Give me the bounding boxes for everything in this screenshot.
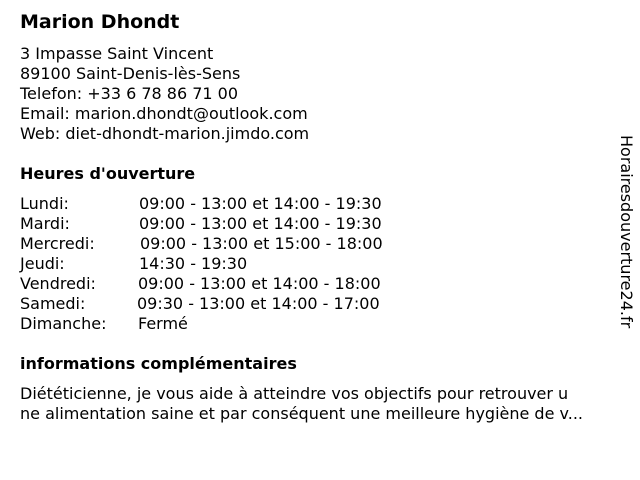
additional-info-heading: informations complémentaires [20,354,297,373]
site-watermark: Horairesdouverture24.fr [617,135,636,329]
day-hours: 09:00 - 13:00 et 14:00 - 18:00 [138,274,381,293]
address-city: 89100 Saint-Denis-lès-Sens [20,64,241,83]
day-label: Lundi: [20,194,69,213]
day-label: Mardi: [20,214,70,233]
day-hours: 09:00 - 13:00 et 14:00 - 19:30 [139,194,382,213]
day-label: Vendredi: [20,274,96,293]
address-street: 3 Impasse Saint Vincent [20,44,214,63]
day-label: Jeudi: [20,254,65,273]
day-label: Samedi: [20,294,86,313]
email-address: Email: marion.dhondt@outlook.com [20,104,308,123]
day-hours: 09:00 - 13:00 et 14:00 - 19:30 [139,214,382,233]
business-name: Marion Dhondt [20,11,180,33]
opening-hours-heading: Heures d'ouverture [20,164,196,183]
day-hours: 09:30 - 13:00 et 14:00 - 17:00 [137,294,380,313]
description-line: ne alimentation saine et par conséquent une meilleure hygiène de v... [20,404,583,423]
day-hours: 14:30 - 19:30 [139,254,248,273]
day-label: Mercredi: [20,234,95,253]
contact-block [20,44,309,144]
website: Web: diet-dhondt-marion.jimdo.com [20,124,310,143]
description-text [20,384,630,424]
description-line: Diététicienne, je vous aide à atteindre vos objectifs pour retrouver u [20,384,569,403]
phone-number: Telefon: +33 6 78 86 71 00 [20,84,239,103]
day-hours: 09:00 - 13:00 et 15:00 - 18:00 [140,234,383,253]
day-label: Dimanche: [20,314,107,333]
day-hours: Fermé [138,314,188,333]
